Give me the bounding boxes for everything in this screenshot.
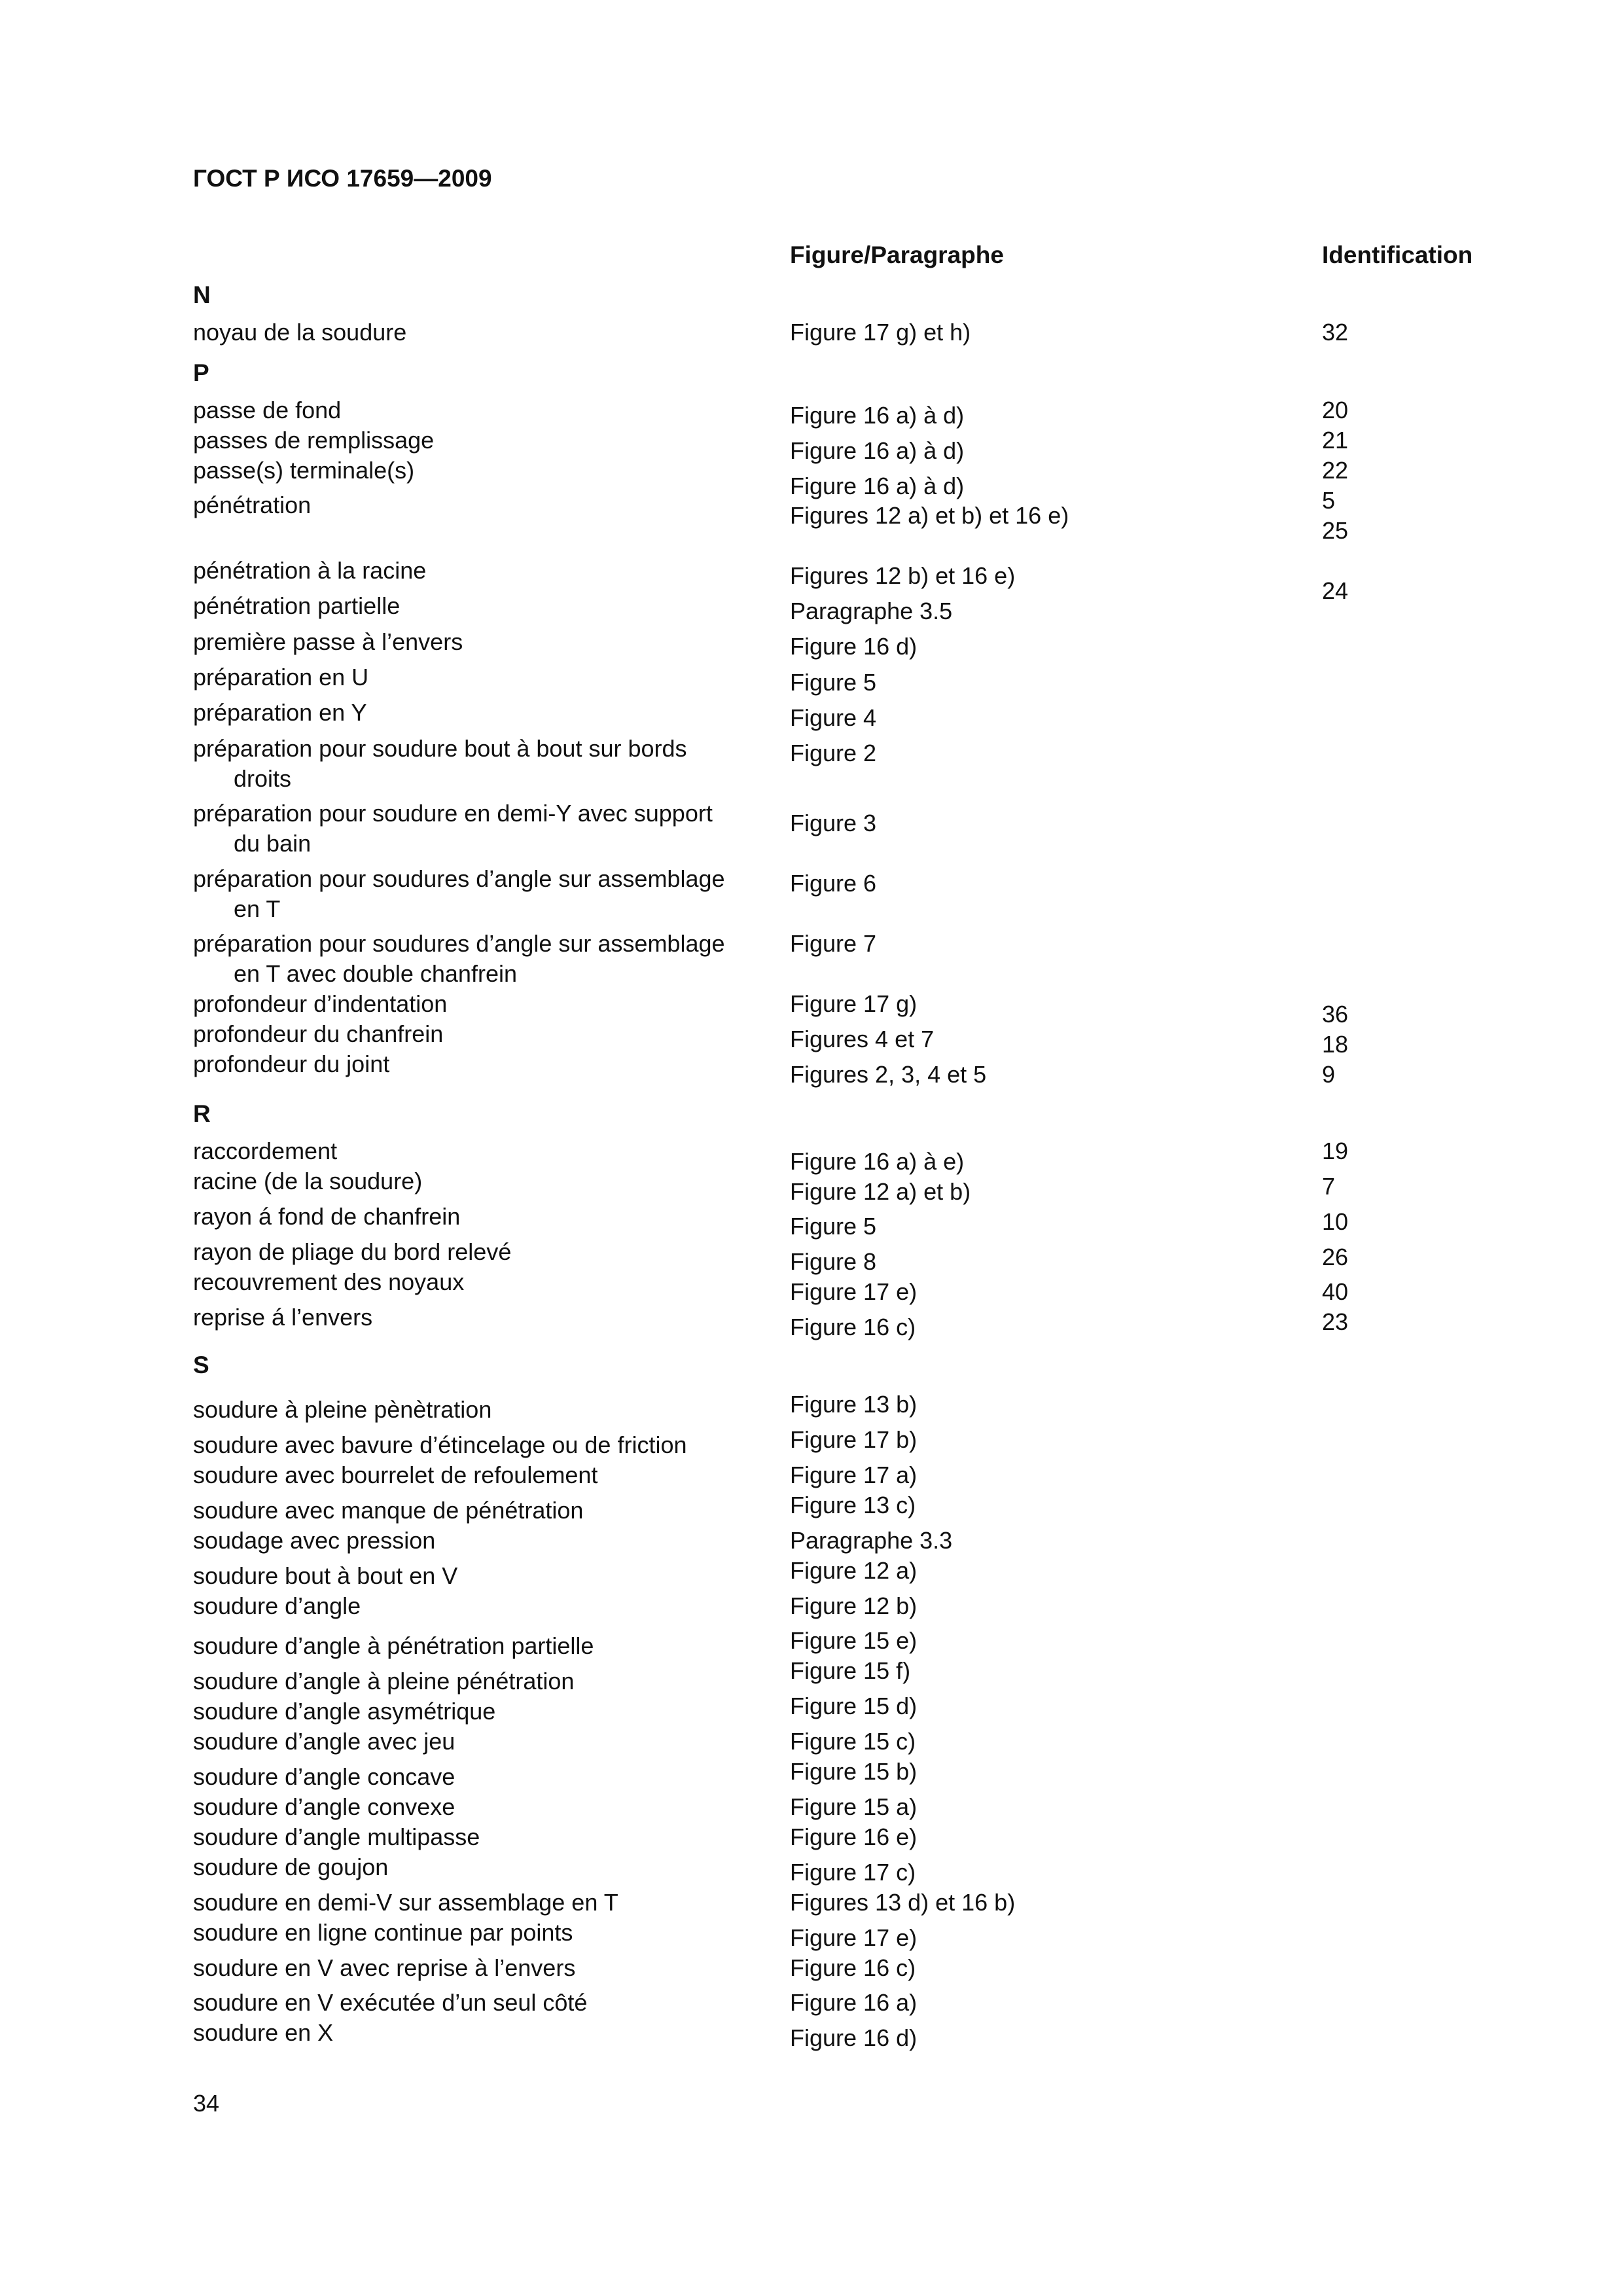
- figure-ref: Figure 17 b): [790, 1426, 918, 1453]
- figure-ref: Figure 16 a) à d): [790, 473, 965, 499]
- figure-ref: Figure 12 a) et b): [790, 1178, 971, 1205]
- term: pénétration à la racine: [193, 557, 427, 584]
- identification-number: 21: [1322, 427, 1349, 454]
- identification-number: 5: [1322, 487, 1336, 514]
- term: recouvrement des noyaux: [193, 1268, 465, 1295]
- section-letter-n: N: [193, 281, 211, 308]
- figure-ref: Figure 17 g) et h): [790, 319, 971, 346]
- identification-number: 26: [1322, 1244, 1349, 1270]
- figure-ref: Figures 12 a) et b) et 16 e): [790, 502, 1069, 529]
- identification-number: 40: [1322, 1278, 1349, 1305]
- figure-ref: Paragraphe 3.3: [790, 1527, 953, 1554]
- figure-ref: Figure 17 e): [790, 1278, 918, 1305]
- section-letter-r: R: [193, 1100, 211, 1127]
- term-continuation: en T avec double chanfrein: [234, 960, 517, 987]
- term: première passe à l’envers: [193, 628, 463, 655]
- figure-ref: Figure 17 a): [790, 1462, 918, 1488]
- term: soudure de goujon: [193, 1854, 389, 1880]
- term: profondeur du joint: [193, 1050, 390, 1077]
- identification-number: 23: [1322, 1308, 1349, 1335]
- figure-ref: Figure 17 c): [790, 1859, 916, 1886]
- term: profondeur du chanfrein: [193, 1020, 444, 1047]
- figure-ref: Figure 15 b): [790, 1758, 918, 1785]
- term: soudage avec pression: [193, 1527, 436, 1554]
- figure-ref: Figure 16 c): [790, 1314, 916, 1340]
- term: soudure bout à bout en V: [193, 1562, 458, 1589]
- identification-number: 9: [1322, 1061, 1336, 1088]
- term: pénétration partielle: [193, 592, 401, 619]
- figure-ref: Figure 16 d): [790, 633, 918, 660]
- figure-ref: Paragraphe 3.5: [790, 598, 953, 624]
- term: soudure avec manque de pénétration: [193, 1497, 584, 1524]
- figure-ref: Figures 12 b) et 16 e): [790, 562, 1016, 589]
- term: préparation pour soudure bout à bout sur bords: [193, 735, 687, 762]
- section-letter-p: P: [193, 359, 209, 386]
- figure-ref: Figure 15 d): [790, 1693, 918, 1719]
- term: soudure d’angle convexe: [193, 1793, 455, 1820]
- term-continuation: en T: [234, 895, 281, 922]
- figure-ref: Figures 4 et 7: [790, 1026, 935, 1052]
- figure-ref: Figure 16 a) à e): [790, 1148, 965, 1175]
- identification-number: 32: [1322, 319, 1349, 346]
- figure-ref: Figure 13 b): [790, 1391, 918, 1418]
- term: préparation en U: [193, 664, 369, 691]
- figure-ref: Figures 2, 3, 4 et 5: [790, 1061, 987, 1088]
- figure-ref: Figure 16 c): [790, 1954, 916, 1981]
- identification-number: 22: [1322, 457, 1349, 484]
- term: préparation pour soudures d’angle sur assemblage: [193, 865, 725, 892]
- term: soudure d’angle avec jeu: [193, 1728, 455, 1755]
- column-header-figure: Figure/Paragraphe: [790, 242, 1004, 268]
- identification-number: 18: [1322, 1031, 1349, 1058]
- term: soudure d’angle concave: [193, 1763, 455, 1790]
- figure-ref: Figure 5: [790, 1213, 877, 1240]
- term-continuation: du bain: [234, 830, 312, 857]
- term: passes de remplissage: [193, 427, 435, 454]
- term: préparation en Y: [193, 699, 367, 726]
- figure-ref: Figure 5: [790, 669, 877, 696]
- figure-ref: Figures 13 d) et 16 b): [790, 1889, 1016, 1916]
- figure-ref: Figure 15 a): [790, 1793, 918, 1820]
- page-number: 34: [193, 2090, 220, 2117]
- figure-ref: Figure 17 e): [790, 1924, 918, 1951]
- term: préparation pour soudure en demi-Y avec support: [193, 800, 713, 827]
- term: pénétration: [193, 492, 312, 518]
- column-header-identification: Identification: [1322, 242, 1473, 268]
- term: soudure d’angle multipasse: [193, 1823, 480, 1850]
- identification-number: 25: [1322, 517, 1349, 544]
- term: soudure en X: [193, 2019, 334, 2046]
- figure-ref: Figure 15 c): [790, 1728, 916, 1755]
- figure-ref: Figure 13 c): [790, 1492, 916, 1518]
- figure-ref: Figure 15 f): [790, 1657, 911, 1684]
- term: soudure à pleine pènètration: [193, 1396, 492, 1423]
- term: passe de fond: [193, 397, 342, 423]
- term: soudure en demi-V sur assemblage en T: [193, 1889, 618, 1916]
- figure-ref: Figure 15 e): [790, 1627, 918, 1654]
- figure-ref: Figure 8: [790, 1248, 877, 1275]
- identification-number: 36: [1322, 1001, 1349, 1028]
- figure-ref: Figure 16 a): [790, 1989, 918, 2016]
- identification-number: 24: [1322, 577, 1349, 604]
- figure-ref: Figure 3: [790, 810, 877, 836]
- figure-ref: Figure 7: [790, 930, 877, 957]
- identification-number: 19: [1322, 1138, 1349, 1164]
- term: soudure avec bavure d’étincelage ou de friction: [193, 1431, 687, 1458]
- figure-ref: Figure 12 a): [790, 1557, 918, 1584]
- figure-ref: Figure 16 a) à d): [790, 402, 965, 429]
- term: passe(s) terminale(s): [193, 457, 415, 484]
- figure-ref: Figure 6: [790, 870, 877, 897]
- term: soudure d’angle asymétrique: [193, 1698, 496, 1725]
- term: soudure en V avec reprise à l’envers: [193, 1954, 576, 1981]
- term: préparation pour soudures d’angle sur assemblage: [193, 930, 725, 957]
- term: rayon de pliage du bord relevé: [193, 1238, 512, 1265]
- term: noyau de la soudure: [193, 319, 407, 346]
- term: soudure avec bourrelet de refoulement: [193, 1462, 598, 1488]
- figure-ref: Figure 4: [790, 704, 877, 731]
- term: reprise á l’envers: [193, 1304, 373, 1331]
- term: racine (de la soudure): [193, 1168, 423, 1194]
- term: soudure d’angle à pleine pénétration: [193, 1668, 575, 1695]
- section-letter-s: S: [193, 1352, 209, 1378]
- term: soudure d’angle à pénétration partielle: [193, 1632, 594, 1659]
- figure-ref: Figure 17 g): [790, 990, 918, 1017]
- identification-number: 10: [1322, 1208, 1349, 1235]
- figure-ref: Figure 16 d): [790, 2024, 918, 2051]
- figure-ref: Figure 12 b): [790, 1592, 918, 1619]
- identification-number: 7: [1322, 1173, 1336, 1200]
- figure-ref: Figure 2: [790, 740, 877, 766]
- term: rayon á fond de chanfrein: [193, 1203, 461, 1230]
- term: soudure d’angle: [193, 1592, 361, 1619]
- document-id: ГОСТ Р ИСО 17659—2009: [193, 165, 492, 192]
- term: soudure en ligne continue par points: [193, 1919, 573, 1946]
- term: raccordement: [193, 1138, 338, 1164]
- figure-ref: Figure 16 e): [790, 1823, 918, 1850]
- term-continuation: droits: [234, 765, 292, 792]
- figure-ref: Figure 16 a) à d): [790, 437, 965, 464]
- identification-number: 20: [1322, 397, 1349, 423]
- term: soudure en V exécutée d’un seul côté: [193, 1989, 588, 2016]
- term: profondeur d’indentation: [193, 990, 448, 1017]
